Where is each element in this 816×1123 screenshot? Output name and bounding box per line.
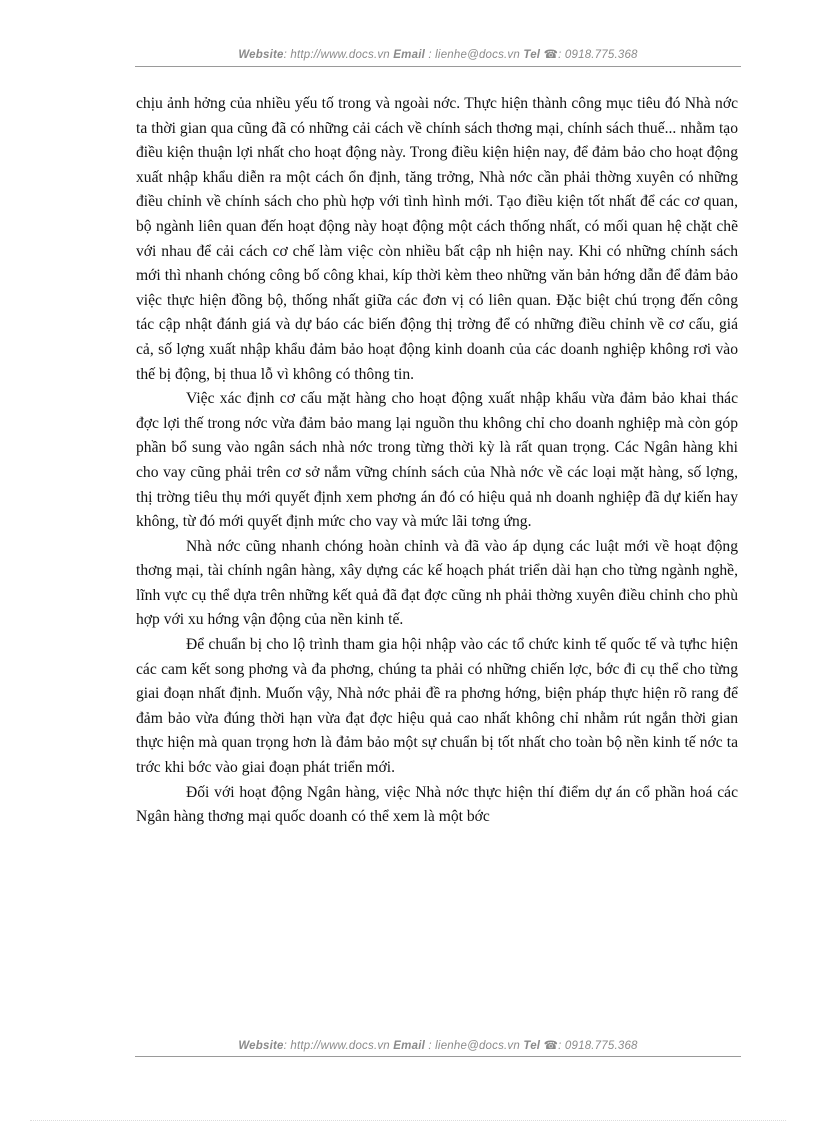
website-label: Website [238, 49, 284, 61]
page-footer [135, 1038, 741, 1052]
footer-email-value[interactable]: : lienhe@docs.vn [428, 1040, 520, 1052]
footer-email-label: Email [393, 1040, 425, 1052]
page-header [135, 47, 741, 61]
footer-divider [135, 1056, 741, 1057]
paragraph-4: Để chuẩn bị cho lộ trình tham gia hội nhập vào các tổ chức kinh tế quốc tế và tựhc hiện các cam kết song phơng và đa phơng, chúng ta phải có những chiến lợc, bớc đi cụ thể cho từng giai đoạn nhất định. Muốn vậy, Nhà nớc phải đề ra phơng hớng, biện pháp thực hiện rõ rang để đảm bảo vừa đúng thời hạn vừa đạt đợc hiệu quả cao nhất không chỉ nhằm rút ngắn thời gian thực hiện mà quan trọng hơn là đảm bảo một sự chuẩn bị tốt nhất cho toàn bộ nền kinh tế nớc ta trớc khi bớc vào giai đoạn phát triển mới. [136, 636, 738, 777]
document-body [136, 92, 738, 830]
email-value[interactable]: : lienhe@docs.vn [428, 49, 520, 61]
paragraph-2: Việc xác định cơ cấu mặt hàng cho hoạt động xuất nhập khẩu vừa đảm bảo khai thác đợc lợi thế trong nớc vừa đảm bảo mang lại nguồn thu không chỉ cho doanh nghiệp mà còn góp phần bổ sung vào ngân sách nhà nớc trong từng thời kỳ là rất quan trọng. Các Ngân hàng khi cho vay cũng phải trên cơ sở nắm vững chính sách của Nhà nớc về các loại mặt hàng, số lợng, thị trờng tiêu thụ mới quyết định xem phơng án đó có hiệu quả nh doanh nghiệp đã dự kiến hay không, từ đó mới quyết định mức cho vay và mức lãi tơng ứng. [136, 390, 738, 531]
website-value[interactable]: : http://www.docs.vn [283, 49, 390, 61]
footer-tel-label: Tel [523, 1040, 541, 1052]
paragraph-5: Đối với hoạt động Ngân hàng, việc Nhà nớc thực hiện thí điểm dự án cổ phần hoá các Ngân hàng thơng mại quốc doanh có thể xem là một bớc [136, 783, 738, 826]
tel-label: Tel [523, 49, 541, 61]
footer-website-label: Website [238, 1040, 284, 1052]
page-edge-divider [30, 1120, 786, 1121]
footer-tel-value: ☎: 0918.775.368 [543, 1040, 638, 1052]
header-divider [135, 66, 741, 67]
tel-value: ☎: 0918.775.368 [543, 49, 638, 61]
paragraph-3: Nhà nớc cũng nhanh chóng hoàn chỉnh và đã vào áp dụng các luật mới về hoạt động thơng mại, tài chính ngân hàng, xây dựng các kế hoạch phát triển dài hạn cho từng ngành nghề, lĩnh vực cụ thể dựa trên những kết quả đã đạt đợc cũng nh phải thờng xuyên điều chỉnh cho phù hợp với xu hớng vận động của nền kinh tế. [136, 537, 738, 629]
paragraph-1: chịu ảnh hởng của nhiều yếu tố trong và ngoài nớc. Thực hiện thành công mục tiêu đó Nhà nớc ta thời gian qua cũng đã có những cải cách về chính sách thơng mại, chính sách thuế... nhằm tạo điều kiện thuận lợi nhất cho hoạt động này. Trong điều kiện hiện nay, để đảm bảo cho hoạt động xuất nhập khẩu diễn ra một cách ổn định, tăng trởng, Nhà nớc cần phải thờng xuyên có những điều chỉnh về chính sách cho phù hợp với tình hình mới. Tạo điều kiện tốt nhất để các cơ quan, bộ ngành liên quan đến hoạt động này hoạt động một cách thống nhất, có mối quan hệ chặt chẽ với nhau để cải cách cơ chế làm việc còn nhiều bất cập nh hiện nay. Khi có những chính sách mới thì nhanh chóng công bố công khai, kíp thời kèm theo những văn bản hớng dẫn để đảm bảo việc thực hiện đồng bộ, thống nhất giữa các đơn vị có liên quan. Đặc biệt chú trọng đến công tác cập nhật đánh giá và dự báo các biến động thị trờng để có những điều chỉnh về cơ cấu, giá cả, số lợng xuất nhập khẩu đảm bảo hoạt động kinh doanh của các doanh nghiệp không rơi vào thế bị động, bị thua lỗ vì không có thông tin. [136, 95, 738, 383]
email-label: Email [393, 49, 425, 61]
footer-website-value[interactable]: : http://www.docs.vn [283, 1040, 390, 1052]
